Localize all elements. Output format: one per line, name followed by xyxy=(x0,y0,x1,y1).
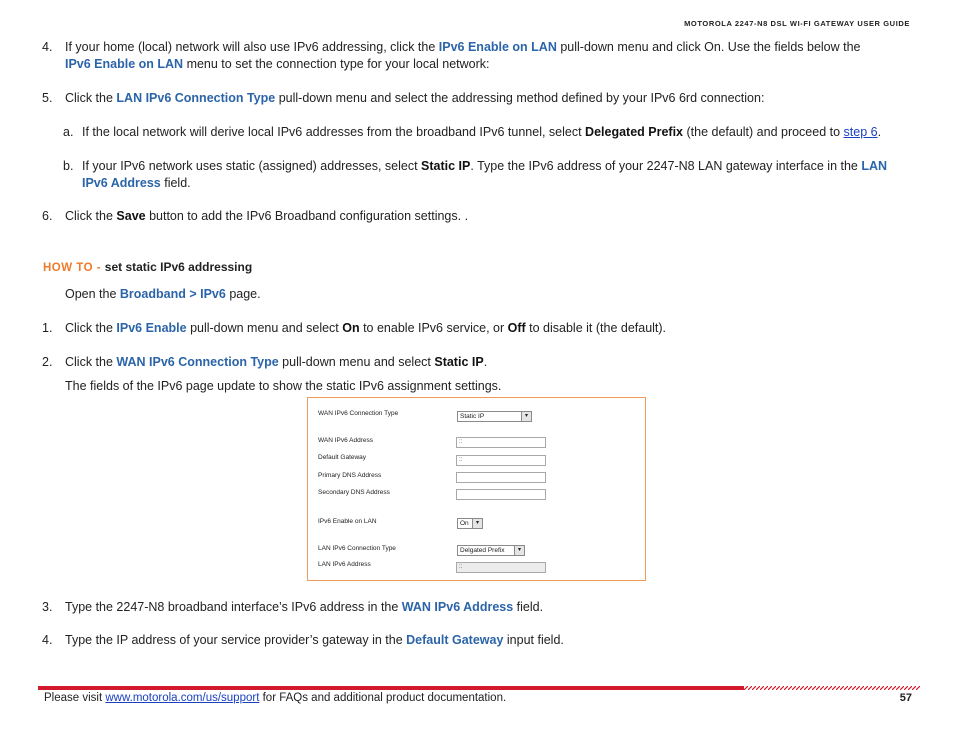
wan-type-select[interactable] xyxy=(457,411,532,422)
lan-enable-label: IPv6 Enable on LAN xyxy=(318,518,377,525)
bold-term: Save xyxy=(116,209,146,223)
step-text: Click the xyxy=(65,321,117,335)
step-text: field. xyxy=(513,600,544,614)
step-text: If your IPv6 network uses static (assigned) addresses, select xyxy=(82,159,422,173)
step-text: . Type the IPv6 address of your 2247-N8 LAN gateway interface in the xyxy=(470,159,862,173)
wan-type-value: Static IP xyxy=(460,413,485,420)
ui-ref-wan-ipv6-connection-type: WAN IPv6 Connection Type xyxy=(116,355,279,369)
step-text: button to add the IPv6 Broadband configuration settings. . xyxy=(145,209,469,223)
step-text: If your home (local) network will also use IPv6 addressing, click the xyxy=(65,40,439,54)
step-text: input field. xyxy=(503,633,564,647)
lan-type-select[interactable] xyxy=(457,545,525,556)
howto-step-1 xyxy=(42,320,912,337)
ui-ref-ipv6-enable-on-lan: IPv6 Enable on LAN xyxy=(65,57,184,71)
lan-type-label: LAN IPv6 Connection Type xyxy=(318,545,396,552)
footer-text-prefix: Please visit xyxy=(44,692,106,704)
lan-enable-value: On xyxy=(460,520,469,527)
step-text: to disable it (the default). xyxy=(525,321,667,335)
ui-ref-default-gateway: Default Gateway xyxy=(406,633,504,647)
step-text: pull-down menu and click On. Use the fields below the xyxy=(556,40,861,54)
step-text: Open the xyxy=(65,287,120,301)
ui-ref-broadband-ipv6: Broadband > IPv6 xyxy=(119,287,226,301)
step-text: pull-down menu and select xyxy=(278,355,435,369)
step-text: If the local network will derive local IPv6 addresses from the broadband IPv6 tunnel, select xyxy=(82,125,586,139)
step-text: Click the xyxy=(65,209,117,223)
support-link[interactable]: www.motorola.com/us/support xyxy=(105,692,260,704)
gateway-label: Default Gateway xyxy=(318,454,367,461)
step-number: 4. xyxy=(42,40,53,54)
step-6-link[interactable]: step 6 xyxy=(843,125,878,139)
dns1-input[interactable] xyxy=(456,472,546,483)
bold-term: On xyxy=(342,321,360,335)
step-number: 4. xyxy=(42,633,53,647)
ui-ref-ipv6-enable: IPv6 Enable xyxy=(116,321,187,335)
lan-addr-input[interactable]: :: xyxy=(456,562,546,573)
step-text: field. xyxy=(160,176,191,190)
step-text: Click the xyxy=(65,355,117,369)
lan-enable-select[interactable] xyxy=(457,518,483,529)
step-6 xyxy=(42,208,912,225)
bold-term: Static IP xyxy=(434,355,484,369)
howto-title: set static IPv6 addressing xyxy=(104,260,253,274)
step-letter: a. xyxy=(63,125,74,139)
bold-term: Delegated Prefix xyxy=(585,125,684,139)
step-text: to enable IPv6 service, or xyxy=(359,321,508,335)
ipv6-settings-panel xyxy=(307,397,646,581)
bold-term: Static IP xyxy=(421,159,471,173)
bold-term: Off xyxy=(507,321,526,335)
chevron-down-icon: ▾ xyxy=(521,412,531,421)
wan-addr-label: WAN IPv6 Address xyxy=(318,437,374,444)
wan-addr-input[interactable]: :: xyxy=(456,437,546,448)
howto-step-4 xyxy=(42,632,912,649)
ui-ref-ipv6-address: IPv6 Address xyxy=(82,176,161,190)
dns2-label: Secondary DNS Address xyxy=(318,489,390,496)
header-title: MOTOROLA 2247-N8 DSL WI-FI GATEWAY USER GUIDE xyxy=(684,19,910,28)
step-note: The fields of the IPv6 page update to show the static IPv6 assignment settings. xyxy=(65,379,502,393)
step-number: 5. xyxy=(42,91,53,105)
step-5 xyxy=(42,90,912,107)
step-text: . xyxy=(877,125,882,139)
step-number: 6. xyxy=(42,209,53,223)
footer-text xyxy=(44,692,506,704)
step-number: 2. xyxy=(42,355,53,369)
step-text: pull-down menu and select xyxy=(186,321,343,335)
step-number: 1. xyxy=(42,321,53,335)
lan-type-value: Delgated Prefix xyxy=(460,547,505,554)
step-text: (the default) and proceed to xyxy=(683,125,844,139)
wan-type-label: WAN IPv6 Connection Type xyxy=(318,410,399,417)
howto-heading xyxy=(43,260,252,274)
gateway-input[interactable]: :: xyxy=(456,455,546,466)
footer-text-suffix: for FAQs and additional product documentation. xyxy=(259,692,507,704)
step-text: . xyxy=(483,355,488,369)
lan-addr-label: LAN IPv6 Address xyxy=(318,561,371,568)
footer-rule xyxy=(38,686,744,690)
step-number: 3. xyxy=(42,600,53,614)
ui-ref-lan-ipv6-connection-type: LAN IPv6 Connection Type xyxy=(116,91,276,105)
chevron-down-icon: ▾ xyxy=(514,546,524,555)
page-number: 57 xyxy=(899,692,912,704)
step-text: Type the IP address of your service provider’s gateway in the xyxy=(65,633,407,647)
footer-hatch-decoration xyxy=(744,686,920,690)
step-text: page. xyxy=(225,287,261,301)
howto-label: HOW TO - xyxy=(43,262,105,274)
howto-step-2 xyxy=(42,354,912,395)
chevron-down-icon: ▾ xyxy=(472,519,482,528)
step-text: Click the xyxy=(65,91,117,105)
step-text: pull-down menu and select the addressing method defined by your IPv6 6rd connection: xyxy=(275,91,765,105)
dns2-input[interactable] xyxy=(456,489,546,500)
step-letter: b. xyxy=(63,159,74,173)
open-page-instruction xyxy=(65,286,261,303)
ui-ref-wan-ipv6-address: WAN IPv6 Address xyxy=(401,600,514,614)
howto-step-3 xyxy=(42,599,912,616)
step-5b xyxy=(63,158,913,192)
dns1-label: Primary DNS Address xyxy=(318,472,382,479)
ui-ref-ipv6-enable-on-lan: IPv6 Enable on LAN xyxy=(438,40,557,54)
ui-ref-lan: LAN xyxy=(861,159,888,173)
step-text: Type the 2247-N8 broadband interface’s IPv6 address in the xyxy=(65,600,402,614)
step-text: menu to set the connection type for your local network: xyxy=(183,57,490,71)
step-5a xyxy=(63,124,913,141)
step-4 xyxy=(42,39,912,73)
